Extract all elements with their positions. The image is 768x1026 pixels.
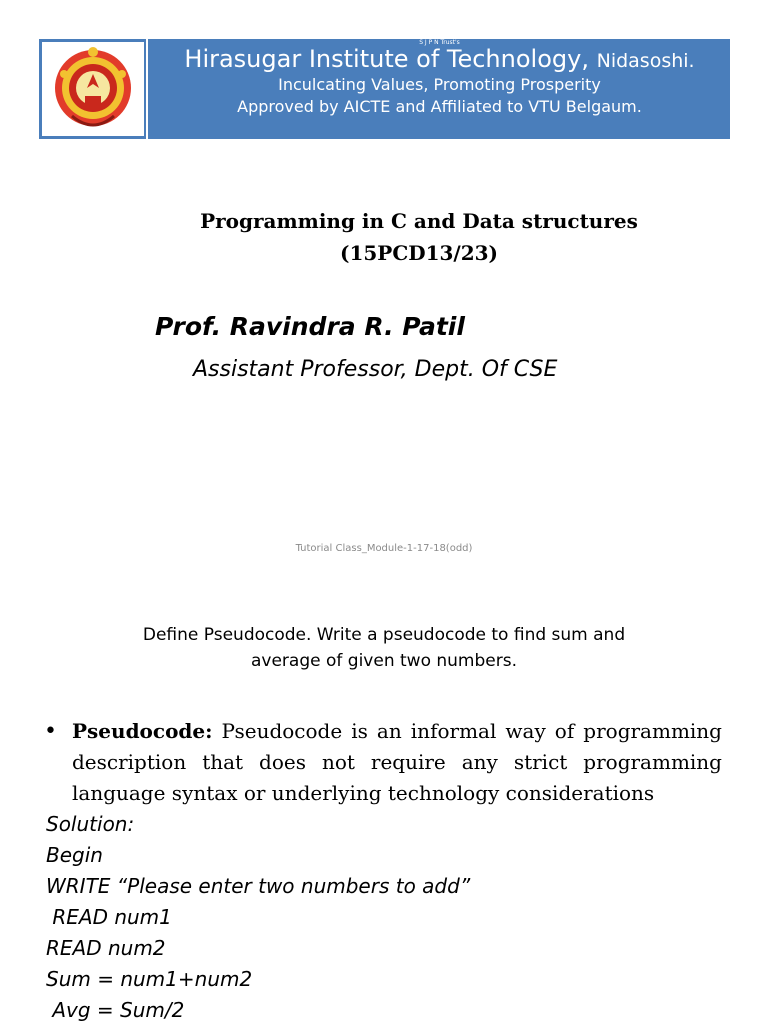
solution-line: Begin	[46, 843, 103, 867]
solution-line: Avg = Sum/2	[46, 998, 185, 1022]
footer-note: Tutorial Class_Module-1-17-18(odd)	[295, 543, 473, 554]
solution-line: Solution:	[46, 812, 135, 836]
solution-line: READ num1	[46, 905, 172, 929]
question-text: Define Pseudocode. Write a pseudocode to find sum and average of given two numbers.	[142, 625, 626, 671]
institute-place: Nidasoshi.	[596, 50, 695, 72]
solution-line: WRITE “Please enter two numbers to add”	[46, 874, 471, 898]
institute-motto: Inculcating Values, Promoting Prosperity	[278, 75, 601, 94]
faculty-designation: Assistant Professor, Dept. Of CSE	[193, 357, 558, 382]
institute-approval: Approved by AICTE and Affiliated to VTU Belgaum.	[237, 97, 642, 116]
solution-line: READ num2	[46, 936, 166, 960]
course-code: (15PCD13/23)	[339, 241, 499, 265]
course-heading	[100, 205, 738, 269]
definition-bullet	[44, 716, 722, 809]
solution-line: Sum = num1+num2	[46, 967, 253, 991]
institute-banner	[39, 39, 730, 139]
institute-emblem-icon	[52, 44, 134, 134]
definition-body: Pseudocode is an informal way of programming description that does not require any strict programming language syntax or underlying technology considerations	[72, 719, 722, 805]
banner-divider	[146, 39, 148, 139]
definition-text	[72, 716, 722, 809]
solution-block	[46, 809, 470, 1026]
definition-term: Pseudocode:	[72, 719, 213, 743]
logo-container	[42, 42, 144, 136]
bullet-icon: •	[44, 719, 57, 744]
institute-name-text: Hirasugar Institute of Technology,	[184, 45, 589, 73]
trust-text: S J P N Trust's	[419, 39, 460, 46]
faculty-name: Prof. Ravindra R. Patil	[155, 312, 465, 341]
institute-name	[149, 43, 730, 77]
course-title: Programming in C and Data structures	[200, 209, 638, 233]
